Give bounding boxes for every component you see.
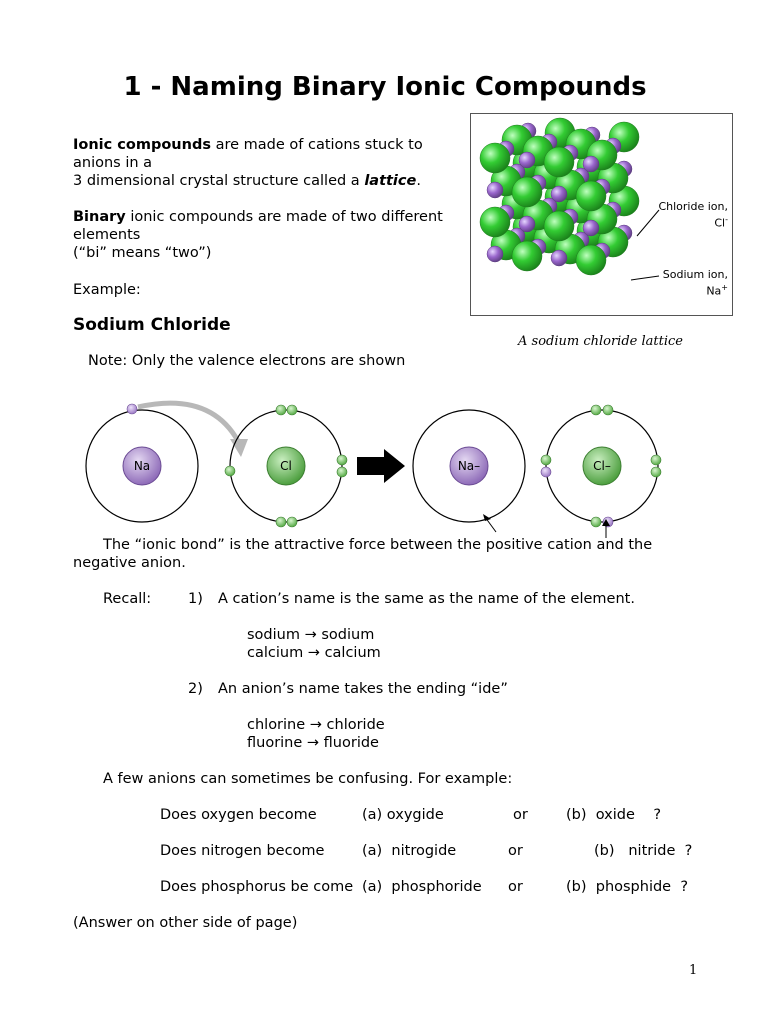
intro-p2-text: ionic compounds are made of two different <box>125 209 443 225</box>
chloride-ion-ball <box>576 181 606 211</box>
ionic-bond-line2: negative anion. <box>73 555 186 571</box>
intro-p2-line3: (“bi” means “two”) <box>73 245 212 261</box>
valence-note: Note: Only the valence electrons are shown <box>88 353 406 369</box>
intro-paragraph-2 <box>73 208 473 262</box>
chloride-ion-ball <box>576 245 606 275</box>
sodium-ion-ball <box>551 250 567 266</box>
sodium-ion-ball <box>519 152 535 168</box>
reaction-arrow <box>357 449 405 483</box>
or-2: or <box>508 843 523 859</box>
confusing-intro: A few anions can sometimes be confusing. For example: <box>103 771 513 787</box>
chloride-ion-symbol: Cl– <box>593 459 611 473</box>
sodium-valence-electron <box>127 404 137 414</box>
electron <box>603 405 613 415</box>
question-3: Does phosphorus be come <box>160 879 354 895</box>
chloride-ion <box>541 405 661 538</box>
chloride-pointer-line <box>637 210 659 236</box>
chloride-ion-ball <box>512 241 542 271</box>
intro-p2-line2: elements <box>73 227 141 243</box>
chlorine-atom <box>225 405 347 527</box>
electron <box>337 455 347 465</box>
sodium-ion-ball <box>583 220 599 236</box>
electron <box>337 467 347 477</box>
or-1: or <box>513 807 528 823</box>
sodium-pointer-line <box>631 276 659 280</box>
sodium-ion-label: Sodium ion, Na+ <box>662 268 728 298</box>
electron <box>276 405 286 415</box>
chloride-ion-ball <box>544 147 574 177</box>
chloride-ion-ball <box>480 143 510 173</box>
choice-2b: (b) nitride ? <box>594 843 693 859</box>
electron <box>541 455 551 465</box>
chloride-ion-ball <box>480 207 510 237</box>
intro-p1-line3: 3 dimensional crystal structure called a <box>73 173 365 189</box>
lattice-ions <box>480 118 639 275</box>
sodium-ion-ball <box>519 216 535 232</box>
electron <box>276 517 286 527</box>
lattice-term: lattice <box>364 173 417 189</box>
electron <box>651 467 661 477</box>
intro-p1-period: . <box>416 173 421 189</box>
ionic-bond-paragraph <box>73 536 713 572</box>
chlorine-symbol: Cl <box>280 459 292 473</box>
question-1: Does oxygen become <box>160 807 317 823</box>
ionic-compounds-term: Ionic compounds <box>73 137 211 153</box>
ionic-bond-line1: The “ionic bond” is the attractive force between the positive cation and the <box>103 537 653 553</box>
page-title: 1 - Naming Binary Ionic Compounds <box>123 72 647 102</box>
intro-p1-text: are made of cations stuck to <box>210 137 423 153</box>
intro-paragraph-1 <box>73 136 473 190</box>
electron <box>591 517 601 527</box>
electron <box>541 467 551 477</box>
electron <box>287 517 297 527</box>
electron <box>651 455 661 465</box>
choice-1b: (b) oxide ? <box>566 807 662 823</box>
sodium-ion-ball <box>487 182 503 198</box>
anion-example-1: chlorine → chloride <box>247 717 385 733</box>
binary-term: Binary <box>73 209 126 225</box>
chloride-ion-ball <box>512 177 542 207</box>
recall-item2-number: 2) <box>188 681 203 697</box>
page-number: 1 <box>689 963 698 978</box>
electron <box>287 405 297 415</box>
sodium-ion-ball <box>583 156 599 172</box>
answer-note: (Answer on other side of page) <box>73 915 298 931</box>
chloride-ion-ball <box>544 211 574 241</box>
recall-label: Recall: <box>103 591 152 607</box>
electron <box>591 405 601 415</box>
chloride-ion-label: Chloride ion, Cl- <box>658 200 728 230</box>
question-2: Does nitrogen become <box>160 843 325 859</box>
cation-example-2: calcium → calcium <box>247 645 381 661</box>
section-heading: Sodium Chloride <box>73 315 231 335</box>
electron-transfer-arrow <box>138 403 238 441</box>
lattice-figure <box>470 113 733 316</box>
or-3: or <box>508 879 523 895</box>
recall-item2-text: An anion’s name takes the ending “ide” <box>218 681 508 697</box>
lattice-caption: A sodium chloride lattice <box>518 334 683 349</box>
sodium-atom <box>86 404 198 522</box>
anion-example-2: fluorine → fluoride <box>247 735 379 751</box>
choice-3a: (a) phosphoride <box>362 879 482 895</box>
choice-2a: (a) nitrogide <box>362 843 457 859</box>
sodium-ion-ball <box>551 186 567 202</box>
cation-example-1: sodium → sodium <box>247 627 375 643</box>
example-label: Example: <box>73 282 141 298</box>
sodium-ion-ball <box>487 246 503 262</box>
recall-item1-number: 1) <box>188 591 203 607</box>
intro-p1-line2: anions in a <box>73 155 153 171</box>
electron-transfer-diagram <box>60 395 700 540</box>
choice-3b: (b) phosphide ? <box>566 879 689 895</box>
recall-item1-text: A cation’s name is the same as the name of the element. <box>218 591 635 607</box>
sodium-ion-symbol: Na– <box>457 459 481 473</box>
sodium-ion <box>413 410 525 532</box>
choice-1a: (a) oxygide <box>362 807 444 823</box>
electron <box>225 466 235 476</box>
sodium-symbol: Na <box>133 459 151 473</box>
